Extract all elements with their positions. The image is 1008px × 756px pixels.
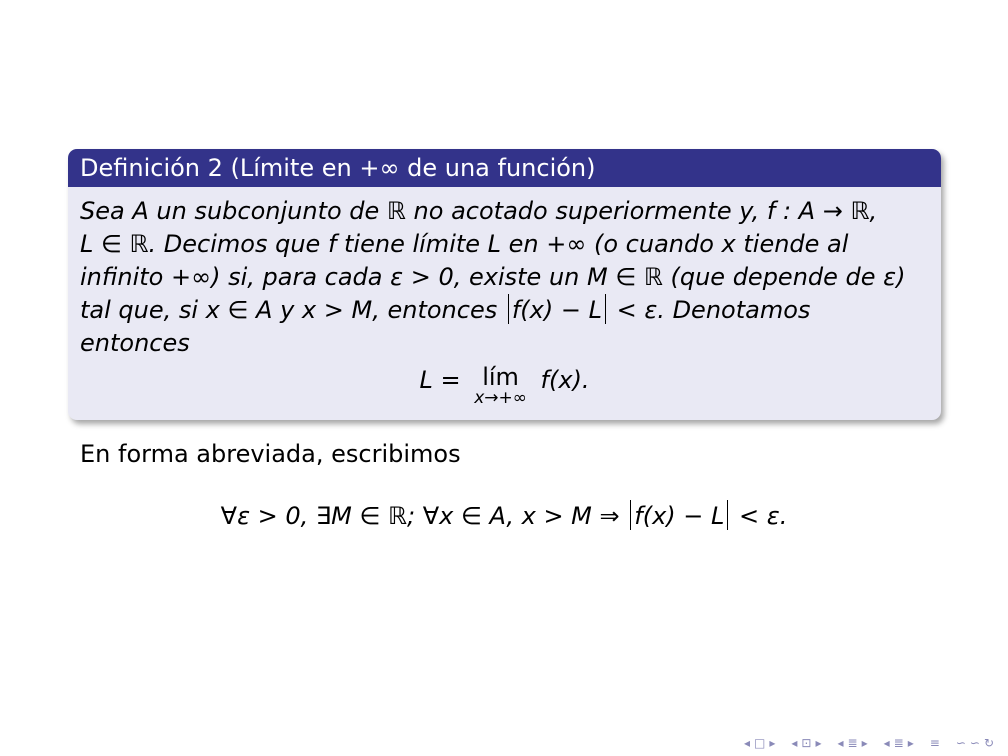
limit-word: lím (482, 363, 519, 391)
definition-abs-expr: f(x) − L (511, 296, 602, 324)
display-equation (80, 364, 929, 408)
abs-bar-left (508, 294, 509, 324)
slide-prev-icon[interactable]: ◂ (743, 736, 750, 750)
formula-abs-bar-left (630, 500, 631, 530)
frame-next-icon[interactable]: ▸ (815, 736, 822, 750)
definition-line-4-tail: < ε. Denotamos (608, 296, 811, 324)
definition-line-3: infinito +∞) si, para cada ε > 0, existe un M ∈ ℝ (que depende de ε) (80, 263, 906, 291)
frame-prev-icon[interactable]: ◂ (791, 736, 798, 750)
definition-line-1: Sea A un subconjunto de ℝ no acotado superiormente y, f : A → ℝ, (80, 197, 878, 225)
definition-title: Definición 2 (Límite en +∞ de una función) (68, 149, 941, 187)
search-icon[interactable]: ∽ (955, 736, 966, 750)
subsection-prev-icon[interactable]: ◂ (837, 736, 844, 750)
zoom-icon[interactable]: ∽ (969, 736, 980, 750)
formula-suffix: < ε. (731, 502, 788, 530)
subsection-icon[interactable]: ≣ (847, 736, 858, 750)
frame-icon[interactable]: ⊡ (801, 736, 812, 750)
definition-line-2: L ∈ ℝ. Decimos que f tiene límite L en +∞ (o cuando x tiende al (80, 230, 849, 258)
formula-abs: f(x) − L (634, 502, 725, 530)
section-next-icon[interactable]: ▸ (907, 736, 914, 750)
definition-line-4 (80, 294, 929, 327)
limit-operator (474, 364, 527, 406)
section-prev-icon[interactable]: ◂ (883, 736, 890, 750)
beamer-navigation-bar (744, 736, 994, 750)
formula-abs-bar-right (727, 500, 728, 530)
definition-block (68, 149, 941, 420)
slide-next-icon[interactable]: ▸ (769, 736, 776, 750)
limit-subscript: x→+∞ (474, 388, 527, 408)
formula-prefix: ∀ε > 0, ∃M ∈ ℝ; ∀x ∈ A, x > M ⇒ (220, 502, 628, 530)
display-rhs: f(x). (540, 366, 590, 394)
subsection-next-icon[interactable]: ▸ (861, 736, 868, 750)
abbreviated-formula (0, 500, 1008, 532)
section-icon[interactable]: ≣ (893, 736, 904, 750)
definition-body (68, 187, 941, 420)
align-icon[interactable]: ≡ (929, 736, 940, 750)
definition-line-5: entonces (80, 329, 190, 357)
slide-icon[interactable]: □ (754, 736, 766, 750)
display-lhs: L = (419, 366, 461, 394)
abbrev-text: En forma abreviada, escribimos (80, 440, 461, 468)
abs-bar-right (605, 294, 606, 324)
loop-icon[interactable]: ↻ (983, 736, 994, 750)
definition-line-4-head: tal que, si x ∈ A y x > M, entonces (80, 296, 505, 324)
